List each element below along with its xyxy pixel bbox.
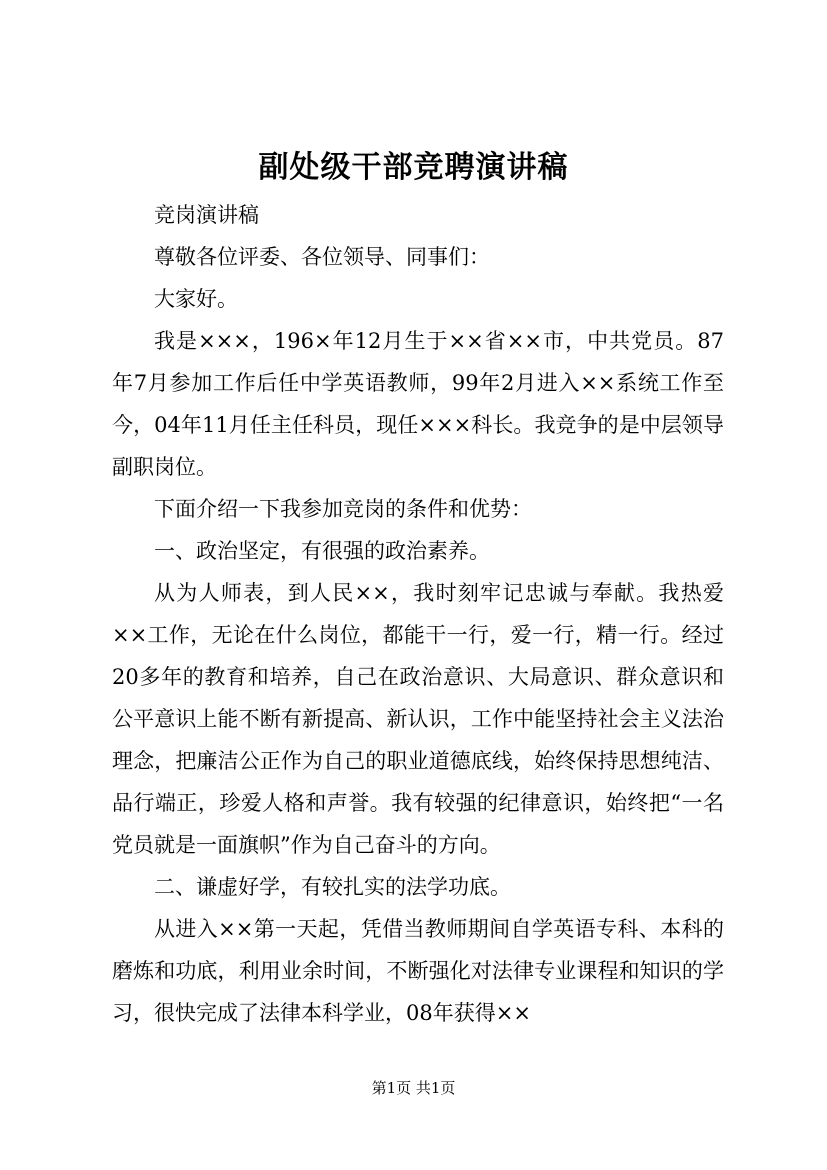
page-footer: 第1页 共1页	[371, 1079, 456, 1097]
paragraph-section-one-body: 从为人师表，到人民××，我时刻牢记忠诚与奉献。我热爱××工作，无论在什么岗位，都能干一行，爱一行，精一行。经过20多年的教育和培养，自己在政治意识、大局意识、群众意识和公平意识上能不断有新提高、新认识，工作中能坚持社会主义法治理念，把廉洁公正作为自己的职业道德底线，始终保持思想纯洁、品行端正，珍爱人格和声誉。我有较强的纪律意识，始终把“一名党员就是一面旗帜”作为自己奋斗的方向。	[112, 581, 724, 857]
paragraph-section-two-heading: 二、谦虚好学，有较扎实的法学功底。	[154, 875, 511, 899]
paragraph-section-two-body: 从进入××第一天起，凭借当教师期间自学英语专科、本科的磨炼和功底，利用业余时间，不断强化对法律专业课程和知识的学习，很快完成了法律本科学业，08年获得××	[112, 917, 724, 1025]
paragraph-salutation: 尊敬各位评委、各位领导、同事们：	[154, 245, 490, 269]
paragraph-self-introduction: 我是×××，196×年12月生于××省××市，中共党员。87年7月参加工作后任中学英语教师，99年2月进入××系统工作至今，04年11月任主任科员，现任×××科长。我竞争的是中层领导副职岗位。	[112, 329, 724, 479]
document-title: 副处级干部竞聘演讲稿	[258, 150, 569, 185]
paragraph-greeting: 大家好。	[154, 287, 238, 311]
paragraph-section-one-heading: 一、政治坚定，有很强的政治素养。	[154, 539, 490, 563]
document-body	[112, 194, 724, 1034]
paragraph-conditions-intro: 下面介绍一下我参加竞岗的条件和优势：	[154, 497, 532, 521]
paragraph-heading-label: 竞岗演讲稿	[154, 203, 259, 227]
